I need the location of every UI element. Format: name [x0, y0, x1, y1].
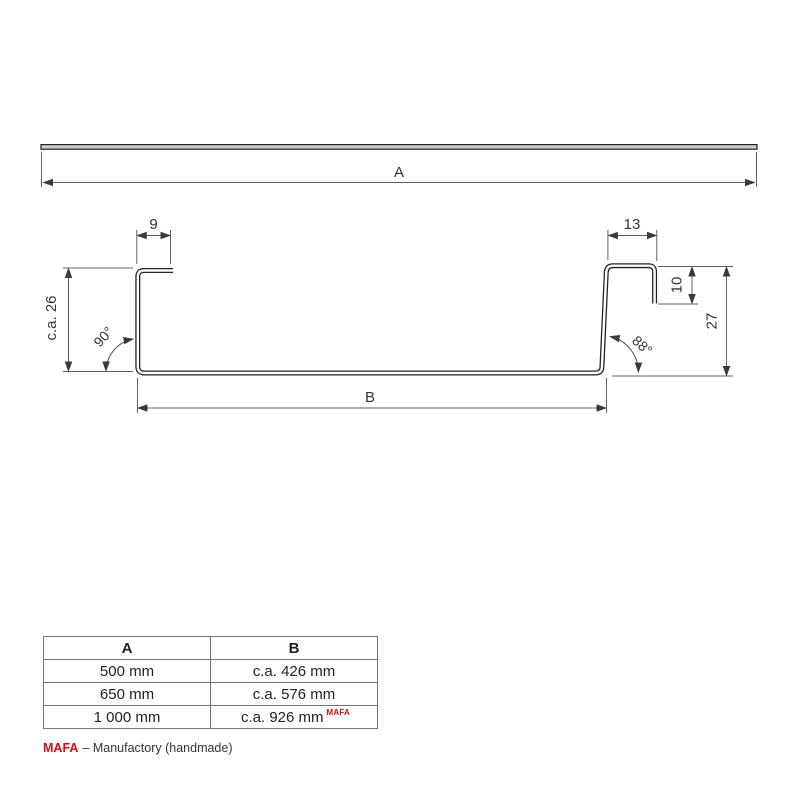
table-row: [44, 706, 378, 729]
angle-label-90: 90°: [90, 323, 117, 350]
table-header-b: B: [211, 637, 378, 660]
dimension-left-flange-9: [137, 216, 171, 264]
dimension-left-height-ca26: [43, 268, 133, 372]
table-cell-b2: c.a. 576 mm: [211, 683, 378, 706]
flat-sheet-bar: [41, 145, 757, 150]
table-header-a: A: [44, 637, 211, 660]
dim-label-A: A: [393, 164, 405, 181]
table-row: [44, 660, 378, 683]
table-cell-a3: 1 000 mm: [44, 706, 211, 729]
angle-88: [610, 332, 656, 372]
dim-label-B: B: [364, 389, 376, 406]
dim-label-13: 13: [623, 216, 641, 233]
table-cell-b3-value: c.a. 926 mm: [241, 708, 324, 726]
table-cell-a1: 500 mm: [44, 660, 211, 683]
angle-90: [90, 323, 133, 371]
footnote-abbr: MAFA: [43, 741, 79, 755]
dim-label-9: 9: [149, 216, 158, 233]
dimension-right-flange-13: [608, 216, 657, 261]
dimension-B: [138, 378, 607, 413]
size-table: [43, 636, 378, 729]
dim-label-27: 27: [703, 312, 721, 330]
dimension-right-lip-10: [658, 267, 733, 305]
table-cell-a2: 650 mm: [44, 683, 211, 706]
angle-label-88: 88°: [629, 332, 656, 359]
table-cell-b3: [211, 706, 378, 729]
table-header-row: [44, 637, 378, 660]
sheet-profile: [138, 266, 655, 373]
dim-label-ca26: c.a. 26: [43, 295, 60, 341]
dim-label-10: 10: [668, 276, 686, 294]
footnote-text: – Manufactory (handmade): [82, 741, 233, 755]
footnote: [43, 741, 233, 755]
table-cell-b1: c.a. 426 mm: [211, 660, 378, 683]
mafa-superscript: MAFA: [326, 707, 350, 717]
table-row: [44, 683, 378, 706]
dimension-A: [42, 152, 757, 187]
